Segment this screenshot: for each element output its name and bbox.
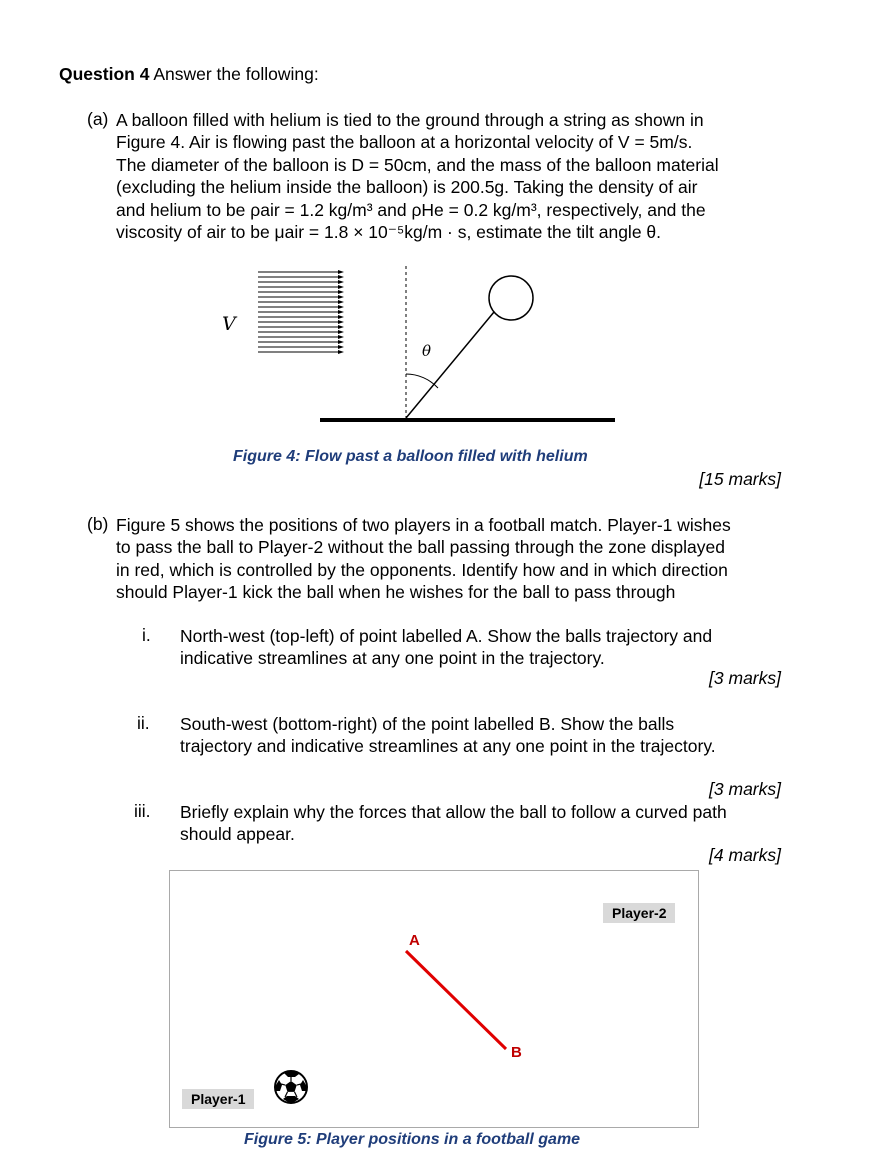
part-a-line: The diameter of the balloon is D = 50cm, and the mass of the balloon material [116,154,719,175]
item-i-text [180,625,785,670]
part-a-text [116,109,786,243]
part-a-line: and helium to be ρair = 1.2 kg/m³ and ρHe = 0.2 kg/m³, respectively, and the [116,199,706,220]
flow-arrowheads [338,270,344,354]
item-iii-marks: [4 marks] [709,845,781,865]
point-a-label: A [409,932,420,949]
part-b-line: should Player-1 kick the ball when he wishes for the ball to pass through [116,582,676,603]
figure-5-field [169,870,699,1128]
part-b-text [116,514,786,604]
football-icon [275,1071,307,1103]
item-line: trajectory and indicative streamlines at any one point in the trajectory. [180,736,716,757]
item-i-numeral: i. [142,625,151,645]
question-number: Question 4 [59,64,150,84]
flow-arrows [258,272,340,352]
item-i-marks: [3 marks] [709,668,781,688]
balloon-string [406,312,494,418]
theta-label: θ [422,342,432,360]
item-line: Briefly explain why the forces that allow the ball to follow a curved path [180,802,727,822]
figure-5-caption: Figure 5: Player positions in a football game [244,1131,581,1148]
point-b-label: B [511,1044,522,1061]
part-b-line: in red, which is controlled by the opponents. Identify how and in which direction [116,559,728,580]
part-b-line: to pass the ball to Player-2 without the ball passing through the zone displayed [116,537,725,558]
opponent-zone-line [406,951,506,1049]
velocity-label: V [222,313,236,335]
figure-4-caption: Figure 4: Flow past a balloon filled with helium [233,448,588,465]
part-a-line: Figure 4. Air is flowing past the balloon at a horizontal velocity of V = 5m/s. [116,132,693,153]
item-line: indicative streamlines at any one point in the trajectory. [180,648,605,669]
part-a-line: A balloon filled with helium is tied to the ground through a string as shown in [116,110,704,130]
part-b-label: (b) [87,514,109,534]
question-prompt: Answer the following: [153,64,319,84]
item-ii-marks: [3 marks] [709,779,781,799]
balloon [489,276,533,320]
figure-4-diagram [200,258,640,428]
item-line: should appear. [180,824,295,845]
player-2-label: Player-2 [603,903,675,923]
item-iii-text [180,801,785,846]
part-b-line: Figure 5 shows the positions of two players in a football match. Player-1 wishes [116,515,731,535]
part-a-line: viscosity of air to be μair = 1.8 × 10⁻⁵kg/m · s, estimate the tilt angle θ. [116,222,662,243]
part-a-label: (a) [87,109,109,129]
question-heading [59,64,319,85]
item-iii-numeral: iii. [134,801,151,821]
part-a-marks: [15 marks] [699,469,781,489]
item-line: South-west (bottom-right) of the point labelled B. Show the balls [180,714,675,734]
player-1-label: Player-1 [182,1089,254,1109]
item-ii-numeral: ii. [137,713,150,733]
part-a-line: (excluding the helium inside the balloon) is 200.5g. Taking the density of air [116,177,698,198]
item-ii-text [180,713,785,758]
item-line: North-west (top-left) of point labelled A. Show the balls trajectory and [180,626,713,646]
